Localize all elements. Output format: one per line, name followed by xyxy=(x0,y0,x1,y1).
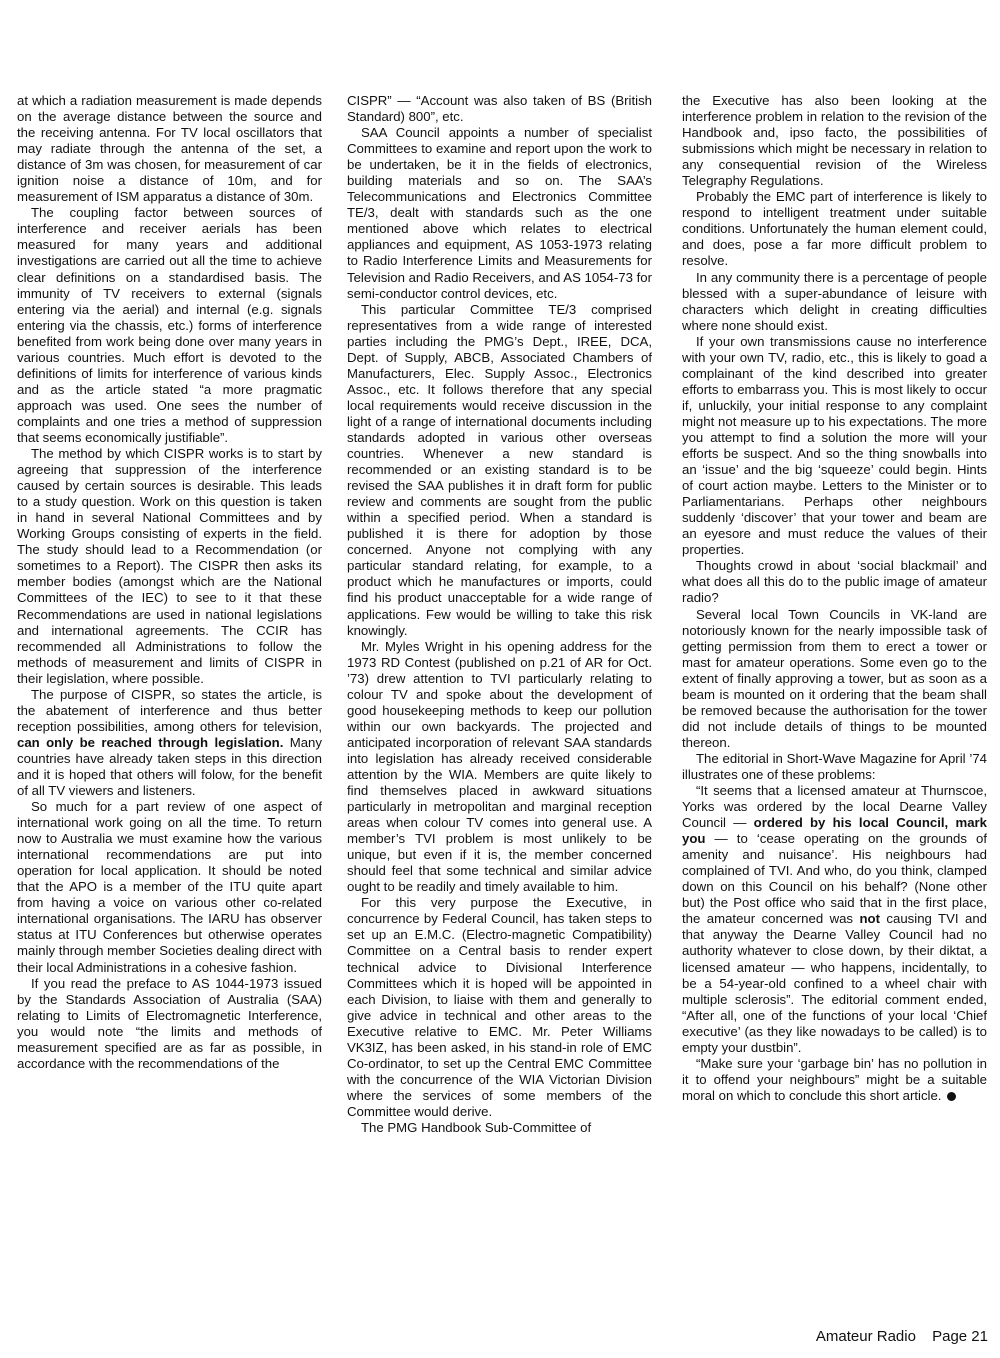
emphasis-text: can only be reached through legislation. xyxy=(17,734,284,750)
article-paragraph xyxy=(347,1120,652,1136)
article-paragraph xyxy=(682,607,987,751)
paragraph-text: The purpose of CISPR, so states the article, is the abatement of interference and thus better reception possibilities, among others for television, xyxy=(17,686,322,734)
paragraph-text: CISPR” — “Account was also taken of BS (British Standard) 800”, etc. xyxy=(347,93,652,125)
text-column-1 xyxy=(17,93,322,1315)
page-number: Page 21 xyxy=(932,1328,988,1345)
paragraph-text: SAA Council appoints a number of specialist Committees to examine and report upon the work to be undertaken, be it in the fields of electronics, building materials and so on. The SAA’s Telecommunications and Electronics Committee TE/3, dealt with standards such as the one mentioned above which relates to electrical appliances and equipment, AS 1053-1973 relating to Radio Interference Limits and Measurements for Television and Radio Receivers, and AS 1054-73 for semi-conductor control devices, etc. xyxy=(347,125,652,301)
paragraph-text: Several local Town Councils in VK-land are notoriously known for the nearly impossible task of getting permission from them to erect a tower or mast for amateur operations. Some even go to the extent of finally approving a tower, but as soon as a beam is mounted on it ordering that the beam shall be removed because the authorisation for the tower did not include details of things to be mounted thereon. xyxy=(682,606,987,750)
article-paragraph xyxy=(682,783,987,1056)
article-paragraph xyxy=(347,93,652,125)
article-paragraph xyxy=(347,125,652,302)
page-footer xyxy=(816,1328,988,1345)
article-paragraph xyxy=(682,558,987,606)
article-paragraph xyxy=(682,751,987,783)
article-paragraph xyxy=(682,189,987,269)
article-paragraph xyxy=(347,302,652,639)
text-column-2 xyxy=(347,93,652,1315)
paragraph-text: “It seems that a licensed amateur at Thurnscoe, Yorks was ordered by the local Dearne Valley Council — xyxy=(682,783,987,831)
article-paragraph xyxy=(682,1056,987,1104)
article-paragraph xyxy=(17,205,322,446)
article-paragraph xyxy=(347,895,652,1120)
publication-name: Amateur Radio xyxy=(815,1328,916,1345)
article-paragraph xyxy=(682,93,987,189)
paragraph-text: For this very purpose the Executive, in concurrence by Federal Council, has taken steps to set up an E.M.C. (Electro-magnetic Compatibility) Committee on a Central basis to render expert technical advice to Divisional Interference Committees which it is hoped will be appointed in each Division, to liaise with them and generally to give advice in technical and other areas to the Executive relative to EMC. Mr. Peter Williams VK3IZ, has been asked, in his stand-in role of EMC Co-ordinator, to set up the Central EMC Committee with the concurrence of the WIA Victorian Division where the services of some members of the Committee would derive. xyxy=(347,895,652,1119)
article-paragraph xyxy=(17,93,322,205)
paragraph-text: The coupling factor between sources of interference and receiver aerials has been measured for many years and additional investigations are carried out all the time to achieve clear definitions on a standardised basis. The immunity of TV receivers to external (signals entering via the aerial) and internal (e.g. signals entering via the chassis, etc.) forms of interference benefited from work being done over many years in various countries. Much effort is devoted to the definitions of limits for interference of various kinds and as the article stated “a more pragmatic approach was used. One sees the number of complaints and one tries a method of suppression that seems economically justifiable”. xyxy=(17,205,322,445)
article-paragraph xyxy=(17,799,322,976)
article-end-bullet-icon xyxy=(947,1092,956,1101)
paragraph-text: If your own transmissions cause no interference with your own TV, radio, etc., this is likely to goad a complainant of the kind described into greater efforts to embarrass you. This is most likely to occur if, unluckily, your initial response to any complaint might not measure up to his expectations. The more you attempt to find a solution the more will your efforts be suspect. And so the thing snowballs into an ‘issue’ and the big ‘squeeze’ could begin. Hints of court action maybe. Letters to the Minister or to Parliamentarians. Perhaps other neighbours suddenly ‘discover’ that your tower and beam are an eyesore and must reduce the values of their properties. xyxy=(682,333,987,558)
article-paragraph xyxy=(682,270,987,334)
paragraph-text: The PMG Handbook Sub-Committee of xyxy=(361,1120,592,1135)
paragraph-text: Thoughts crowd in about ‘social blackmail’ and what does all this do to the public image of amateur radio? xyxy=(682,558,987,606)
text-column-3 xyxy=(682,93,987,1315)
paragraph-text: This particular Committee TE/3 comprised representatives from a wide range of interested parties including the PMG’s Dept., IREE, DCA, Dept. of Supply, ABCB, Associated Chambers of Manufacturers, Elec. Supply Assoc., Electronics Assoc., etc. It follows therefore that any special local requirements would receive discussion in the light of a range of international documents including standards adopted in various other overseas countries. Whenever a new standard is recommended or an existing standard is to be revised the SAA publishes it in draft form for public review and comments are sought from the public within a specified period. When a standard is published it is there for adoption by those concerned. Anyone not complying with any particular standard relating, for example, to a product which he manufactures or imports, could find his product unacceptable for a wide range of applications. Few would be willing to take this risk knowingly. xyxy=(347,301,652,638)
paragraph-text: “Make sure your ‘garbage bin’ has no pollution in it to offend your neighbours” might be a suitable moral on which to conclude this short article. xyxy=(682,1055,987,1103)
article-paragraph xyxy=(347,639,652,896)
paragraph-text: The method by which CISPR works is to start by agreeing that suppression of the interference caused by certain sources is desirable. This leads to a study question. Work on this question is taken in hand in several National Committees and by Working Groups consisting of experts in the field. The study should lead to a Recommendation (or sometimes to a Report). The CISPR then asks its member bodies (amongst which are the National Committees of the IEC) to see to it that these Recommendations are used in national legislations and international agreements. The CCIR has recommended all Administrations to follow the methods of measurement and limits of CISPR in their legislation, where possible. xyxy=(17,446,322,686)
article-paragraph xyxy=(682,334,987,559)
article-paragraph xyxy=(17,687,322,799)
emphasis-text: ordered by his local Council, mark you xyxy=(682,815,987,847)
paragraph-text: Probably the EMC part of interference is likely to respond to intelligent treatment under suitable conditions. Unfortunately the human element could, and does, pose a far more difficult problem to resolve. xyxy=(682,189,987,269)
paragraph-text: So much for a part review of one aspect of international work going on all the time. To return now to Australia we must examine how the various international recommendations are put into operation for local application. It should be noted that the APO is a member of the ITU quite apart from having a voice on various other co-related international organisations. The IARU has observer status at ITU Conferences but otherwise operates mainly through member Societies dealing direct with their local Administrations in a cohesive fashion. xyxy=(17,799,322,975)
paragraph-text-continued: causing TVI and that anyway the Dearne Valley Council had no authority whatever to close down, by their diktat, a licensed amateur — who happens, incidentally, to be a 54-year-old confined to a wheel chair with multiple sclerosis”. The editorial comment ended, “After all, one of the functions of your local ‘Chief executive’ (as they like nowadays to be called) is to empty your dustbin”. xyxy=(682,911,987,1055)
article-paragraph xyxy=(17,446,322,687)
paragraph-text: Mr. Myles Wright in his opening address for the 1973 RD Contest (published on p.21 of AR for Oct. ’73) drew attention to TVI particularly relating to colour TV and spoke about the development of good housekeeping methods to keep our pollution within our own backyards. The projected and anticipated incorporation of relevant SAA standards into legislation has already received considerable attention by the WIA. Members are quite likely to find themselves placed in awkward situations particularly in metropolitan and marginal reception areas when colour TV comes into general use. A member’s TVI problem is most unlikely to be unique, but even if it is, the member concerned should feel that some technical and similar advice ought to be readily and timely available to him. xyxy=(347,638,652,895)
paragraph-text-continued: Many countries have already taken steps in this direction and it is hoped that others will folow, for the benefit of all TV viewers and listeners. xyxy=(17,734,322,799)
paragraph-text-continued: — to ‘cease operating on the grounds of amenity and nuisance’. His neighbours had complained of TVI. And who, do you think, clamped down on this Council on his behalf? (None other but) the Post office who said that in the first place, the amateur concerned was xyxy=(682,831,987,927)
paragraph-text: If you read the preface to AS 1044-1973 issued by the Standards Association of Australia (SAA) relating to Limits of Electromagnetic Interference, you would note “the limits and methods of measurement specified are as far as possible, in accordance with the recommendations of the xyxy=(17,975,322,1071)
emphasis-text: not xyxy=(859,911,880,927)
paragraph-text: The editorial in Short-Wave Magazine for April ’74 illustrates one of these problems: xyxy=(682,750,987,782)
paragraph-text: at which a radiation measurement is made depends on the average distance between the source and the receiving antenna. For TV local oscillators that may radiate through the antenna of the set, a distance of 3m was chosen, for measurement of car ignition noise a distance of 10m, and for measurement of ISM apparatus a distance of 30m. xyxy=(17,93,322,205)
paragraph-text: In any community there is a percentage of people blessed with a super-abundance of leisure with characters which delight in creating difficulties where none should exist. xyxy=(682,269,987,333)
paragraph-text: the Executive has also been looking at the interference problem in relation to the revision of the Handbook and, ipso facto, the possibilities of submissions which might be necessary in relation to any consequential revision of the Wireless Telegraphy Regulations. xyxy=(682,93,987,189)
article-paragraph xyxy=(17,976,322,1072)
